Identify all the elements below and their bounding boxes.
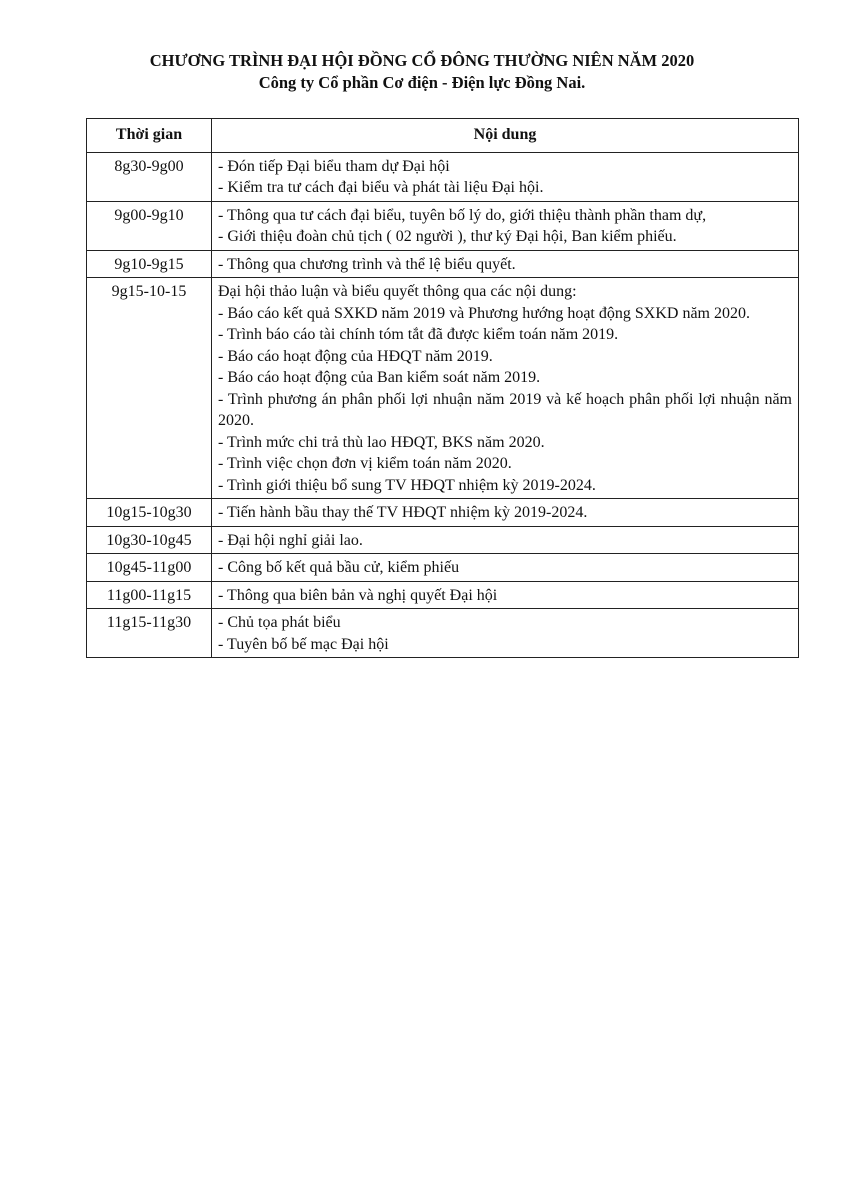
table-header-row (87, 119, 799, 153)
agenda-item: - Tuyên bố bế mạc Đại hội (218, 635, 389, 653)
time-cell: 11g00-11g15 (87, 581, 212, 609)
agenda-item: - Báo cáo kết quả SXKD năm 2019 và Phương hướng hoạt động SXKD năm 2020. (218, 304, 750, 322)
document-title: CHƯƠNG TRÌNH ĐẠI HỘI ĐỒNG CỔ ĐÔNG THƯỜNG NIÊN NĂM 2020 (149, 51, 695, 70)
agenda-table (86, 118, 799, 658)
agenda-item: - Trình giới thiệu bổ sung TV HĐQT nhiệm kỳ 2019-2024. (218, 476, 596, 494)
content-cell (212, 152, 799, 201)
agenda-item: - Tiến hành bầu thay thế TV HĐQT nhiệm kỳ 2019-2024. (218, 504, 588, 521)
table-row (87, 278, 799, 499)
table-row (87, 581, 799, 609)
content-cell (212, 609, 799, 658)
content-cell (212, 250, 799, 278)
agenda-item: - Trình báo cáo tài chính tóm tắt đã được kiểm toán năm 2019. (218, 326, 619, 343)
agenda-item: - Thông qua chương trình và thể lệ biểu quyết. (218, 255, 516, 273)
content-cell (212, 201, 799, 250)
agenda-item: - Giới thiệu đoàn chủ tịch ( 02 người ), thư ký Đại hội, Ban kiểm phiếu. (218, 228, 677, 245)
table-row (87, 526, 799, 554)
content-cell (212, 581, 799, 609)
content-cell (212, 554, 799, 582)
table-row (87, 250, 799, 278)
time-cell: 10g30-10g45 (87, 526, 212, 554)
time-cell: 11g15-11g30 (87, 609, 212, 658)
time-cell: 9g00-9g10 (87, 201, 212, 250)
table-row (87, 201, 799, 250)
agenda-item: - Báo cáo hoạt động của HĐQT năm 2019. (218, 347, 493, 365)
time-cell: 10g15-10g30 (87, 499, 212, 527)
agenda-item: - Đại hội nghỉ giải lao. (218, 531, 363, 549)
table-row (87, 554, 799, 582)
document-subtitle: Công ty Cổ phần Cơ điện - Điện lực Đồng Nai. (258, 73, 586, 92)
agenda-item: - Trình việc chọn đơn vị kiểm toán năm 2020. (218, 455, 512, 472)
time-cell: 10g45-11g00 (87, 554, 212, 582)
content-cell (212, 278, 799, 499)
content-cell (212, 526, 799, 554)
table-row (87, 499, 799, 527)
time-cell: 9g15-10-15 (87, 278, 212, 499)
agenda-item: - Kiểm tra tư cách đại biểu và phát tài liệu Đại hội. (218, 179, 544, 196)
table-row (87, 609, 799, 658)
agenda-item: - Thông qua biên bản và nghị quyết Đại hội (218, 586, 498, 604)
time-cell: 9g10-9g15 (87, 250, 212, 278)
table-row (87, 152, 799, 201)
agenda-item: - Trình phương án phân phối lợi nhuận năm 2019 và kế hoạch phân phối lợi nhuận năm 2020. (218, 390, 792, 429)
agenda-item: - Thông qua tư cách đại biểu, tuyên bố lý do, giới thiệu thành phần tham dự, (218, 206, 707, 224)
content-cell (212, 499, 799, 527)
agenda-item: Đại hội thảo luận và biểu quyết thông qua các nội dung: (218, 283, 577, 300)
agenda-item: - Trình mức chi trả thù lao HĐQT, BKS năm 2020. (218, 433, 545, 451)
agenda-item: - Công bố kết quả bầu cử, kiểm phiếu (218, 559, 460, 576)
agenda-item: - Đón tiếp Đại biểu tham dự Đại hội (218, 157, 450, 175)
header-content: Nội dung (212, 119, 799, 153)
agenda-item: - Báo cáo hoạt động của Ban kiểm soát năm 2019. (218, 369, 541, 386)
header-time: Thời gian (87, 119, 212, 153)
agenda-item: - Chủ tọa phát biểu (218, 614, 341, 631)
time-cell: 8g30-9g00 (87, 152, 212, 201)
